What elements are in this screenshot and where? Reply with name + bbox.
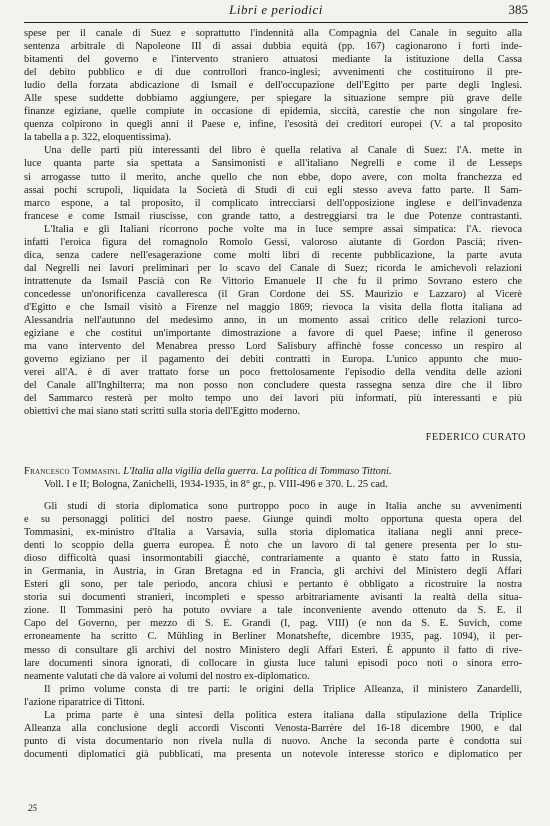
review-heading <box>24 465 522 491</box>
paragraph <box>24 223 522 419</box>
paragraph <box>24 500 522 683</box>
text-line: Alleanza alla conclusione degli accordi Visconti Venosta-Barrère del 16-18 dicembre 1900, e dal <box>24 722 522 734</box>
text-line: si arrogasse tutto il merito, anche quello che non ebbe, dopo avere, con molta franchezza ed <box>24 171 522 183</box>
text-line: dica, senza cadere nell'esagerazione come molti libri di recente pubblicazione, la parte avuta <box>24 249 522 261</box>
text-line: quenza colpirono in quegli anni il Paese e, infine, l'esosità dei creditori europei (V. a tal proposito <box>24 119 522 131</box>
text-line: governo egiziano per il pagamento dei debiti contratti in Europa. L'unico appunto che muo- <box>24 354 522 366</box>
text-line: marco espone, a tal proposito, il complicato intrecciarsi dell'opposizione inglese e dell'invadenza <box>24 197 522 209</box>
text-line: concedesse un'onorificenza cavalleresca (il Gran Cordone dei SS. Maurizio e Lazzaro) al Vicerè <box>24 288 522 300</box>
running-header <box>24 0 528 23</box>
text-line: la tabella a p. 322, eloquentissima). <box>24 132 172 144</box>
review-author: Francesco Tommasini. <box>24 466 121 477</box>
text-line: ma vano intervento del Menabrea presso Lord Salisbury affinchè fosse concesso un respiro al <box>24 341 522 353</box>
text-line: neamente valutati che dà valore ai volumi del nostro ex-diplomatico. <box>24 670 310 682</box>
text-line: assai pochi scrupoli, liquidata la Società di Studi di cui egli stesso aveva fatto parte. Il Sam- <box>24 184 522 196</box>
text-line: bitamenti del governo e l'intervento straniero attuatosi mediante la istituzione della Cassa <box>24 54 522 66</box>
text-line: egiziane e che costituì un'importante dimostrazione a favore di quel Paese; infine il generoso <box>24 328 522 340</box>
text-line: ludio della forzata abdicazione di Ismail e dell'occupazione dell'Egitto per parte degli Inglesi. <box>24 80 522 92</box>
text-line: zione. Il Tommasini però ha potuto ovviare a tale inconveniente avendo ottenuto da S. E. il <box>24 605 522 617</box>
printer-signature-mark: 25 <box>28 803 37 813</box>
text-line: del debito pubblico e di due controllori franco-inglesi; avvenimenti che costituirono il pre- <box>24 67 522 79</box>
text-line: verei all'A. è di aver trattato forse un poco frettolosamente l'episodio della vendita delle azioni <box>24 367 522 379</box>
text-line: l'azione riparatrice di Tittoni. <box>24 696 145 708</box>
text-line: Esteri gli sono, per tale periodo, ancora chiusi e pertanto è obbligato a ricostruire la nostra <box>24 579 522 591</box>
text-line: punto di vista documentario non rivela nulla di nuovo. Anche la seconda parte è condotta sui <box>24 735 522 747</box>
text-line: obiettivi che mai siano stati scritti sulla storia dell'Egitto moderno. <box>24 406 301 418</box>
page-number: 385 <box>508 2 528 17</box>
text-line: Capo del Governo, per mezzo di S. E. Grandi (I, pag. VIII) (e non da S. E. Suvich, come <box>24 618 522 630</box>
text-line: luce quanta parte sia spettata a Sansimonisti e all'italiano Negrelli e come il de Lesseps <box>24 158 522 170</box>
text-line: denti lo scoppio della guerra europea. È noto che un lavoro di tal genere presenta per lo stu- <box>24 540 522 552</box>
paragraph <box>24 683 522 709</box>
text-line: messo di consultare gli archivi del nostro Ministero degli Affari Esteri. È appunto il fatto di rive- <box>24 644 522 656</box>
text-line: infatti l'eroica figura del romagnolo Romolo Gessi, valoroso aiutante di Gordon Pascià; riven- <box>24 236 522 248</box>
paragraph <box>24 709 522 761</box>
running-header-title: Libri e periodici <box>229 2 323 17</box>
text-line: Alle spese suddette dobbiamo aggiungere, per spiegare la situazione sempre più grave delle <box>24 93 522 105</box>
text-line: spese per il canale di Suez e soprattutto l'indennità alla Compagnia del Canale in seguito alla <box>24 28 522 39</box>
text-line: sentenza arbitrale di Napoleone III di assai dubbia equità (pp. 167) cagionarono i forti inde- <box>24 41 522 53</box>
text-line: Gli studi di storia diplomatica sono purtroppo poco in auge in Italia anche su avvenimenti <box>44 501 522 512</box>
paragraph <box>24 27 522 144</box>
text-line: La prima parte è una sintesi della politica estera italiana dalla stipulazione della Triplice <box>44 709 522 721</box>
paragraph <box>24 144 522 222</box>
review-signature: FEDERICO CURATO <box>425 432 526 443</box>
text-line: storia sui documenti stranieri, incompleti e spesso arbitrariamente avisanti la realtà della situa- <box>24 592 522 604</box>
text-line: erroneamente ha scritto C. Mühling in Berliner Monatshefte, dicembre 1935, pag. 1094), il per- <box>24 631 522 643</box>
text-line: lare documenti sinora ignorati, di collocare in giusta luce taluni episodi poco noti o sinora erro- <box>24 657 522 669</box>
text-line: documenti diplomatici già pubblicati, ma presenta un notevole interesse storico e diplomatico per <box>24 748 522 760</box>
text-line: francese e come Ismail riuscisse, con grande tatto, a destreggiarsi tra le due Potenze contrastanti. <box>24 210 522 222</box>
text-line: dioso difficoltà quasi insormontabili giacchè, contrariamente a quanto è stato fatto in Russia, <box>24 553 522 565</box>
text-line: e su personaggi politici del nostro paese. Giunge quindi molto opportuna questa opera del <box>24 514 522 526</box>
text-line: in Germania, in Austria, in Gran Bretagna ed in Francia, gli archivi del Ministero degli Affari <box>24 566 522 578</box>
text-line: finanze egiziane, quelle compiute in occasione di epidemia, siccità, carestie che non singolare fre- <box>24 106 522 118</box>
text-line: dal Negrelli nei lavori preliminari per lo scavo del Canale di Suez; ricorda le amichevoli relazioni <box>24 262 522 274</box>
text-line: d'Egitto e che Ismail visitò a Firenze nel maggio 1869; rievoca la visita della flotta italiana ad <box>24 301 522 313</box>
text-line: Tommasini, ex-ministro d'Italia a Varsavia, sulla storia diplomatica italiana negli anni prece- <box>24 527 522 539</box>
text-line: Una delle parti più interessanti del libro è quella relativa al Canale di Suez: l'A. mette in <box>44 145 522 157</box>
second-article-body <box>24 500 522 761</box>
text-line: Alessandria nell'autunno del medesimo anno, in un momento assai critico delle relazioni turco- <box>24 315 522 327</box>
text-line: del Canale all'Inghilterra; ma non posso non concludere questa rassegna senza dire che il libro <box>24 380 522 392</box>
text-line: Il primo volume consta di tre parti: le origini della Triplice Alleanza, il ministero Zanardelli, <box>44 683 522 695</box>
text-line: intrattenute da Ismail Pascià con Re Vittorio Emanuele II che fu il primo Sovrano estero che <box>24 275 522 287</box>
first-article-body <box>24 27 522 418</box>
review-bibliographic-details: Voll. I e II; Bologna, Zanichelli, 1934-1935, in 8° gr., p. VIII-496 e 370. L. 25 cad. <box>44 479 388 491</box>
review-title: L'Italia alla vigilia della guerra. La politica di Tommaso Tittoni. <box>123 466 392 477</box>
text-line: L'Italia e gli Italiani ricorrono poche volte ma in luce sempre assai simpatica: l'A. rievoca <box>44 223 522 235</box>
text-line: del Sammarco resterà per molto tempo uno dei lavori più informati, più interessanti e più <box>24 393 522 405</box>
